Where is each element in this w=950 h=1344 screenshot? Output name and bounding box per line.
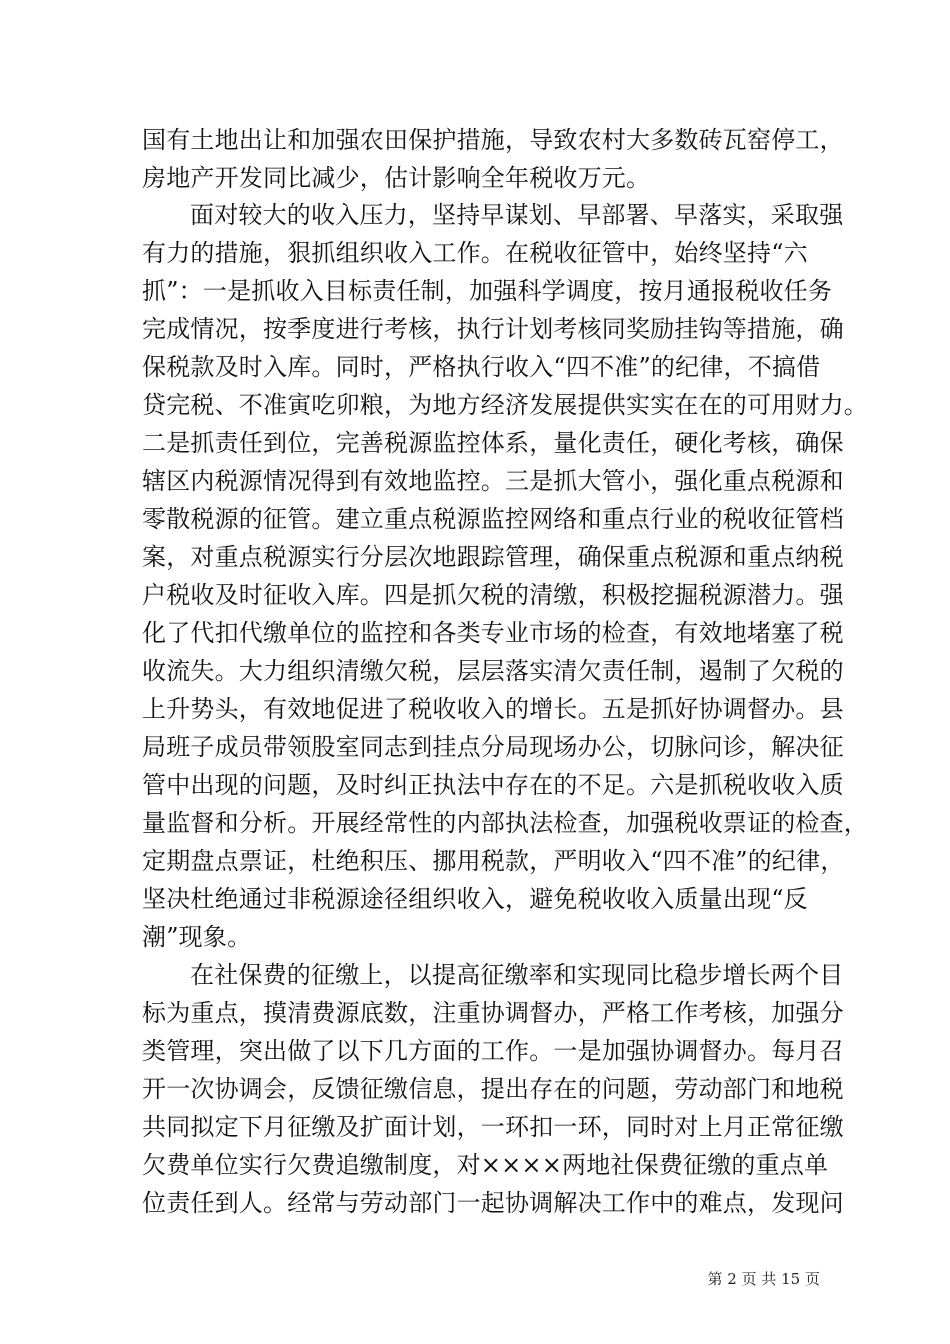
paragraph-start-line: 面对较大的收入压力，坚持早谋划、早部署、早落实，采取强 [190,201,844,229]
text-line: 户税收及时征收入库。四是抓欠税的清缴，积极挖掘税源潜力。强 [142,581,844,609]
text-line: 收流失。大力组织清缴欠税，层层落实清欠责任制，遏制了欠税的 [142,657,844,685]
paragraph-start-line: 在社保费的征缴上，以提高征缴率和实现同比稳步增长两个目 [190,961,844,989]
text-line: 上升势头，有效地促进了税收收入的增长。五是抓好协调督办。县 [142,695,844,723]
text-line: 管中出现的问题，及时纠正执法中存在的不足。六是抓税收收入质 [142,771,844,799]
text-line: 保税款及时入库。同时，严格执行收入“四不准”的纪律，不搞借 [142,353,821,381]
text-line: 欠费单位实行欠费追缴制度，对××××两地社保费征缴的重点单 [142,1151,829,1179]
text-line: 坚决杜绝通过非税源途径组织收入，避免税收收入质量出现“反 [142,885,808,913]
text-line: 贷完税、不准寅吃卯粮，为地方经济发展提供实实在在的可用财力。 [142,391,868,419]
text-line: 标为重点，摸清费源底数，注重协调督办，严格工作考核，加强分 [142,999,844,1027]
text-line: 抓”：一是抓收入目标责任制，加强科学调度，按月通报税收任务 [142,277,833,305]
text-line: 局班子成员带领股室同志到挂点分局现场办公，切脉问诊，解决征 [142,733,844,761]
text-line: 共同拟定下月征缴及扩面计划，一环扣一环，同时对上月正常征缴 [142,1113,844,1141]
text-line: 开一次协调会，反馈征缴信息，提出存在的问题，劳动部门和地税 [142,1075,844,1103]
text-line: 案，对重点税源实行分层次地跟踪管理，确保重点税源和重点纳税 [142,543,844,571]
text-line: 有力的措施，狠抓组织收入工作。在税收征管中，始终坚持“六 [142,239,808,267]
text-line: 位责任到人。经常与劳动部门一起协调解决工作中的难点，发现问 [142,1189,844,1217]
text-line: 国有土地出让和加强农田保护措施，导致农村大多数砖瓦窑停工， [142,126,844,154]
text-line: 化了代扣代缴单位的监控和各类专业市场的检查，有效地堵塞了税 [142,619,844,647]
page-number: 第 2 页 共 15 页 [707,1270,820,1288]
text-line: 房地产开发同比减少，估计影响全年税收万元。 [142,164,651,192]
text-line: 量监督和分析。开展经常性的内部执法检查，加强税收票证的检查， [142,809,868,837]
text-line: 完成情况，按季度进行考核，执行计划考核同奖励挂钩等措施，确 [142,315,844,343]
text-line: 辖区内税源情况得到有效地监控。三是抓大管小，强化重点税源和 [142,467,844,495]
text-line: 二是抓责任到位，完善税源监控体系，量化责任，硬化考核，确保 [142,429,844,457]
text-line: 定期盘点票证，杜绝积压、挪用税款，严明收入“四不准”的纪律， [142,847,845,875]
text-line: 潮”现象。 [142,923,252,951]
text-line: 类管理，突出做了以下几方面的工作。一是加强协调督办。每月召 [142,1037,844,1065]
text-line: 零散税源的征管。建立重点税源监控网络和重点行业的税收征管档 [142,505,844,533]
